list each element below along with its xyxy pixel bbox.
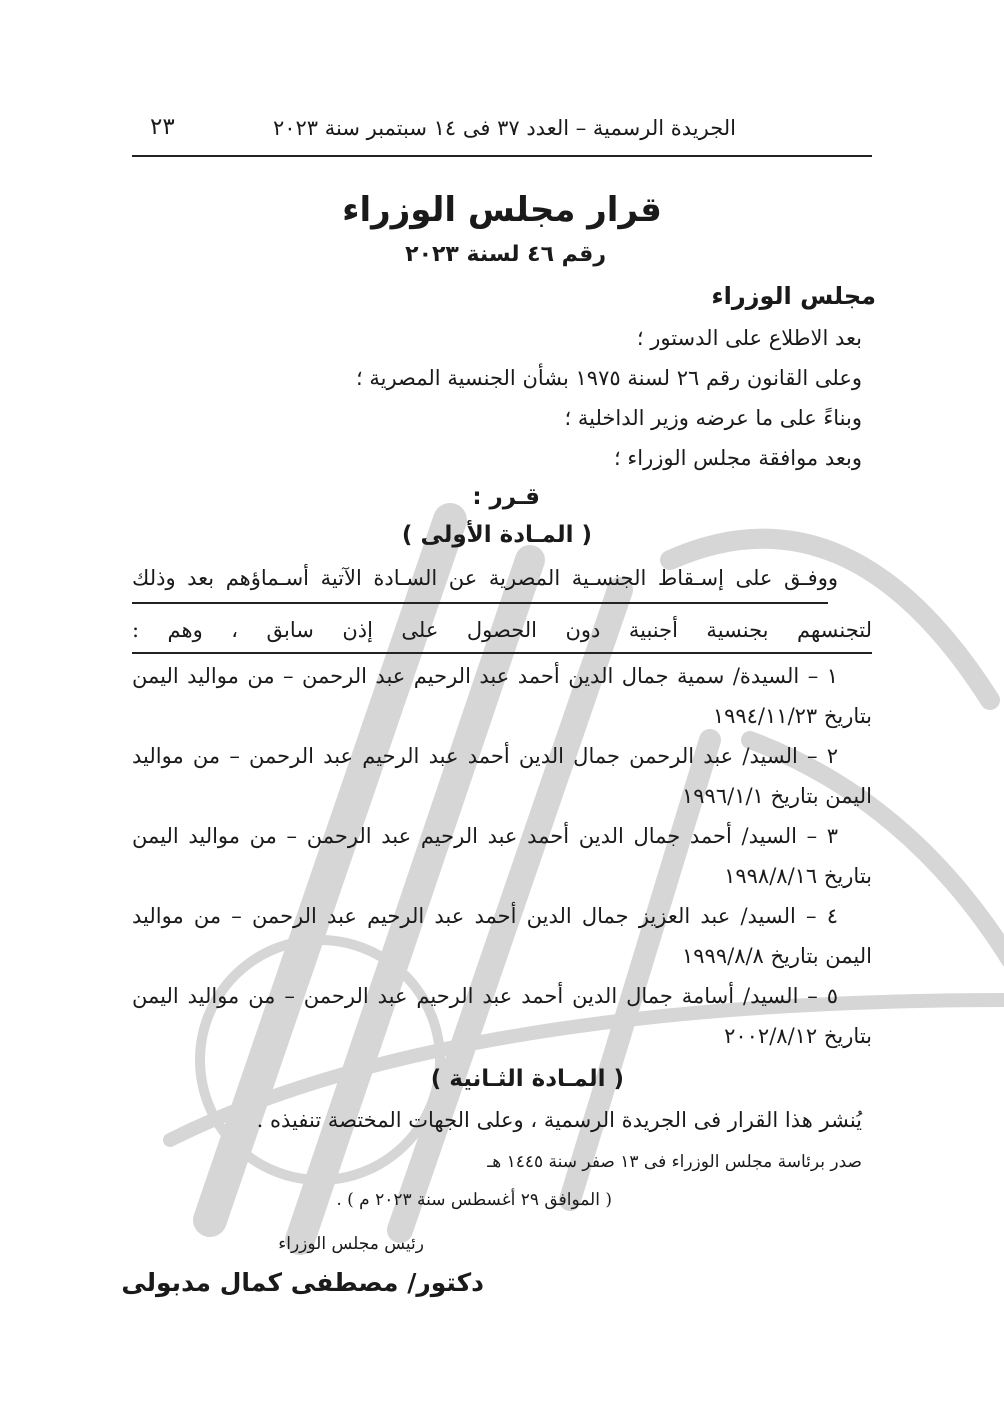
list-item: ٤ – السيد/ عبد العزيز جمال الدين أحمد عبد الرحيم عبد الرحمن – من مواليد: [132, 904, 838, 928]
underline: [132, 652, 872, 654]
preamble-line: وبعد موافقة مجلس الوزراء ؛: [614, 446, 862, 470]
gazette-header-title: الجريدة الرسمية – العدد ٣٧ فى ١٤ سبتمبر سنة ٢٠٢٣: [272, 116, 736, 140]
preamble-line: وبناءً على ما عرضه وزير الداخلية ؛: [564, 406, 862, 430]
decree-title: قرار مجلس الوزراء: [342, 190, 662, 230]
list-item: ١ – السيدة/ سمية جمال الدين أحمد عبد الرحيم عبد الرحمن – من مواليد اليمن: [132, 664, 838, 688]
issued-line: صدر برئاسة مجلس الوزراء فى ١٣ صفر سنة ١٤٤٥ هـ: [487, 1152, 862, 1172]
list-item-date: بتاريخ ١٩٩٤/١١/٢٣: [712, 704, 872, 728]
list-item: ٢ – السيد/ عبد الرحمن جمال الدين أحمد عبد الرحيم عبد الرحمن – من مواليد: [132, 744, 838, 768]
article-1-heading: ( المـادة الأولى ): [401, 522, 592, 548]
article-2-text: يُنشر هذا القرار فى الجريدة الرسمية ، وعلى الجهات المختصة تنفيذه .: [256, 1108, 862, 1132]
preamble-line: بعد الاطلاع على الدستور ؛: [636, 326, 862, 350]
list-item-date: بتاريخ ١٩٩٨/٨/١٦: [724, 864, 872, 888]
signer-name: دكتور/ مصطفى كمال مدبولى: [121, 1268, 484, 1297]
list-item: ٥ – السيد/ أسامة جمال الدين أحمد عبد الرحيم عبد الرحمن – من مواليد اليمن: [132, 984, 838, 1008]
header-divider: [132, 155, 872, 157]
article-1-line: ووفـق على إسـقاط الجنسـية المصرية عن السـادة الآتية أسـماؤهم بعد وذلك: [132, 566, 838, 590]
decree-number: رقم ٤٦ لسنة ٢٠٢٣: [405, 242, 606, 267]
list-item: ٣ – السيد/ أحمد جمال الدين أحمد عبد الرحيم عبد الرحمن – من مواليد اليمن: [132, 824, 838, 848]
page-number: ٢٣: [150, 114, 175, 140]
list-item-date: اليمن بتاريخ ١٩٩٩/٨/٨: [682, 944, 872, 968]
list-item-date: بتاريخ ٢٠٠٢/٨/١٢: [724, 1024, 872, 1048]
article-1-line: لتجنسهم بجنسية أجنبية دون الحصول على إذن سابق ، وهم :: [132, 618, 872, 642]
issuer-heading: مجلس الوزراء: [711, 282, 876, 310]
equivalent-date-line: ( الموافق ٢٩ أغسطس سنة ٢٠٢٣ م ) .: [336, 1190, 612, 1210]
list-item-date: اليمن بتاريخ ١٩٩٦/١/١: [682, 784, 872, 808]
preamble-line: وعلى القانون رقم ٢٦ لسنة ١٩٧٥ بشأن الجنسية المصرية ؛: [356, 366, 862, 390]
article-2-heading: ( المـادة الثـانية ): [430, 1066, 624, 1092]
underline: [132, 602, 828, 604]
decree-label: قـرر :: [472, 484, 540, 510]
signer-title: رئيس مجلس الوزراء: [278, 1234, 424, 1254]
watermark-graphic: [150, 440, 1004, 1270]
